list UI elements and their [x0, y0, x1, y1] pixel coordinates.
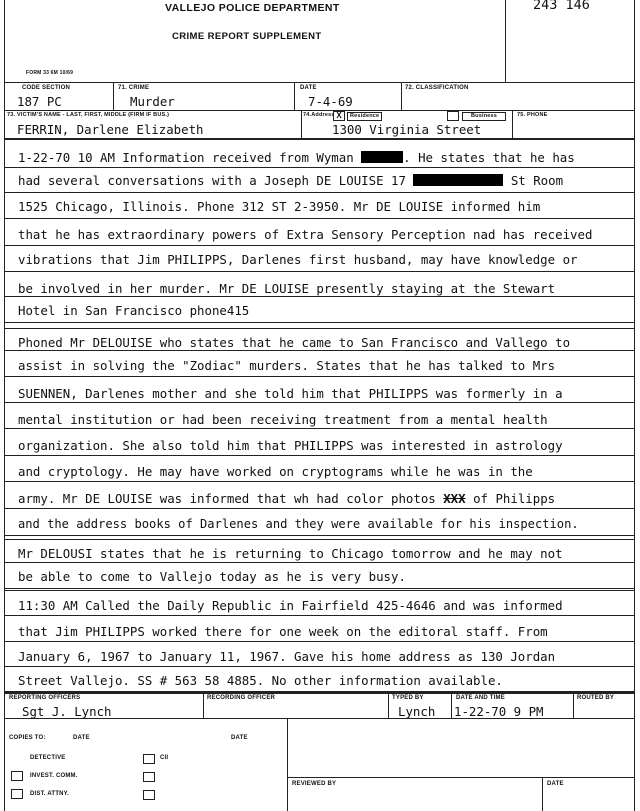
victim-name-value: FERRIN, Darlene Elizabeth	[17, 122, 204, 137]
ruled-line	[4, 615, 635, 616]
reviewed-by-label: REVIEWED BY	[292, 781, 337, 787]
ruled-line	[4, 455, 635, 456]
invest-comm-checkbox[interactable]	[11, 771, 23, 781]
struck-text: XXX	[443, 491, 466, 506]
typed-by-value: Lynch	[398, 704, 436, 719]
narrative-line: Hotel in San Francisco phone415	[18, 303, 250, 318]
residence-label: Residence	[347, 112, 382, 121]
fields-mid-rule	[4, 110, 635, 111]
ruled-line	[4, 322, 635, 323]
ruled-line	[4, 666, 635, 667]
invest-comm-label: INVEST. COMM.	[30, 773, 78, 779]
field-divider-1	[113, 82, 114, 110]
date-value: 7-4-69	[308, 94, 353, 109]
footer-divider-2	[388, 692, 389, 718]
ruled-line	[4, 588, 635, 589]
residence-checkbox[interactable]: X	[333, 111, 345, 121]
date-time-value: 1-22-70 9 PM	[454, 704, 544, 719]
ruled-line	[4, 271, 635, 272]
cii-label: CII	[160, 755, 169, 761]
report-number: 243 146	[533, 0, 590, 13]
narrative-line: 11:30 AM Called the Daily Republic in Fairfield 425-4646 and was informed	[18, 598, 563, 613]
footer-divider-1	[203, 692, 204, 718]
narrative-line: vibrations that Jim PHILIPPS, Darlenes first husband, may have knowledge or	[18, 252, 578, 267]
fields-top-rule	[4, 82, 635, 83]
narrative-line: 1-22-70 10 AM Information received from Wyman . He states that he has	[18, 150, 575, 165]
ruled-line	[4, 192, 635, 193]
cii-checkbox[interactable]	[143, 754, 155, 764]
code-section-value: 187 PC	[17, 94, 62, 109]
narrative-line: January 6, 1967 to January 11, 1967. Gave his home address as 130 Jordan	[18, 649, 556, 664]
recording-officer-label: RECORDING OFFICER	[207, 695, 276, 701]
narrative-line: assist in solving the "Zodiac" murders. States that he has talked to Mrs	[18, 358, 556, 373]
narrative-line: be able to come to Vallejo today as he is very busy.	[18, 569, 406, 584]
ruled-line	[4, 539, 635, 540]
copy-checkbox-3[interactable]	[143, 790, 155, 800]
reviewed-date-label: DATE	[547, 781, 564, 787]
ruled-line	[4, 562, 635, 563]
frame-right	[634, 0, 635, 811]
ruled-line	[4, 218, 635, 219]
narrative-line: Phoned Mr DELOUISE who states that he came to San Francisco and Vallego to	[18, 335, 571, 350]
narrative-line: Street Vallejo. SS # 563 58 4885. No other information available.	[18, 673, 503, 688]
narrative-line: be involved in her murder. Mr DE LOUISE presently staying at the Stewart	[18, 281, 556, 296]
footer-top-rule	[4, 692, 635, 694]
reporting-officers-label: REPORTING OFFICERS	[9, 695, 81, 701]
ruled-line	[4, 641, 635, 642]
field-divider-5	[512, 110, 513, 138]
code-section-label: CODE SECTION	[22, 85, 71, 91]
classification-label: 72. CLASSIFICATION	[405, 85, 469, 91]
footer-divider-4	[573, 692, 574, 718]
crime-value: Murder	[130, 94, 175, 109]
dist-attny-checkbox[interactable]	[11, 789, 23, 799]
phone-label: 75. PHONE	[517, 112, 548, 118]
field-divider-2	[294, 82, 295, 110]
ruled-line	[4, 535, 635, 536]
detective-label: DETECTIVE	[30, 755, 66, 761]
reporting-officer-value: Sgt J. Lynch	[22, 704, 112, 719]
report-number-box-left	[505, 0, 506, 82]
footer-divider-3	[451, 692, 452, 718]
ruled-line	[4, 376, 635, 377]
victim-name-label: 73. VICTIM'S NAME - LAST, FIRST, MIDDLE (FIRM IF BUS.)	[7, 112, 170, 118]
field-divider-4	[301, 110, 302, 138]
fields-bottom-rule	[4, 138, 635, 140]
reviewed-rule	[287, 777, 635, 778]
narrative-line: army. Mr DE LOUISE was informed that wh had color photos XXX of Philipps	[18, 491, 556, 506]
field-divider-3	[401, 82, 402, 110]
typed-by-label: TYPED BY	[392, 695, 424, 701]
narrative-line: organization. She also told him that PHILIPPS was interested in astrology	[18, 438, 563, 453]
crime-label: 71. CRIME	[118, 85, 150, 91]
reviewed-date-divider	[542, 777, 543, 811]
copies-date-label-2: DATE	[231, 735, 248, 741]
frame-left	[4, 0, 5, 811]
department-name: VALLEJO POLICE DEPARTMENT	[165, 2, 340, 14]
form-title: CRIME REPORT SUPPLEMENT	[172, 31, 322, 42]
ruled-line	[4, 402, 635, 403]
copies-date-label: DATE	[73, 735, 90, 741]
narrative-line: and cryptology. He may have worked on cryptograms while he was in the	[18, 464, 533, 479]
narrative-line: had several conversations with a Joseph DE LOUISE 17 St Room	[18, 173, 564, 188]
narrative-line: mental institution or had been receiving treatment from a mental health	[18, 412, 548, 427]
dist-attny-label: DIST. ATTNY.	[30, 791, 70, 797]
footer-lower-divider	[287, 718, 288, 811]
narrative-line: that he has extraordinary powers of Extra Sensory Perception nad has received	[18, 227, 593, 242]
routed-by-label: ROUTED BY	[577, 695, 615, 701]
copy-checkbox-2[interactable]	[143, 772, 155, 782]
ruled-line	[4, 328, 635, 329]
ruled-line	[4, 350, 635, 351]
ruled-line	[4, 508, 635, 509]
ruled-line	[4, 481, 635, 482]
date-label: DATE	[300, 85, 317, 91]
copies-to-label: COPIES TO:	[9, 735, 46, 741]
business-checkbox[interactable]	[447, 111, 459, 121]
ruled-line	[4, 296, 635, 297]
business-label: Business	[462, 112, 506, 121]
ruled-line	[4, 590, 635, 591]
narrative-line: SUENNEN, Darlenes mother and she told him that PHILIPPS was formerly in a	[18, 386, 563, 401]
redaction-bar	[361, 151, 403, 163]
redaction-bar	[413, 174, 503, 186]
date-time-label: DATE AND TIME	[456, 695, 505, 701]
form-number: FORM 33 6M 10/69	[26, 70, 74, 76]
narrative-line: Mr DELOUSI states that he is returning to Chicago tomorrow and he may not	[18, 546, 563, 561]
address-value: 1300 Virginia Street	[332, 122, 482, 137]
narrative-line: that Jim PHILIPPS worked there for one week on the editoral staff. From	[18, 624, 548, 639]
narrative-line: and the address books of Darlenes and they were available for his inspection.	[18, 517, 579, 531]
narrative-line: 1525 Chicago, Illinois. Phone 312 ST 2-3950. Mr DE LOUISE informed him	[18, 199, 541, 214]
ruled-line	[4, 167, 635, 168]
ruled-line	[4, 428, 635, 429]
ruled-line	[4, 245, 635, 246]
address-label: 74.Address	[303, 112, 335, 118]
